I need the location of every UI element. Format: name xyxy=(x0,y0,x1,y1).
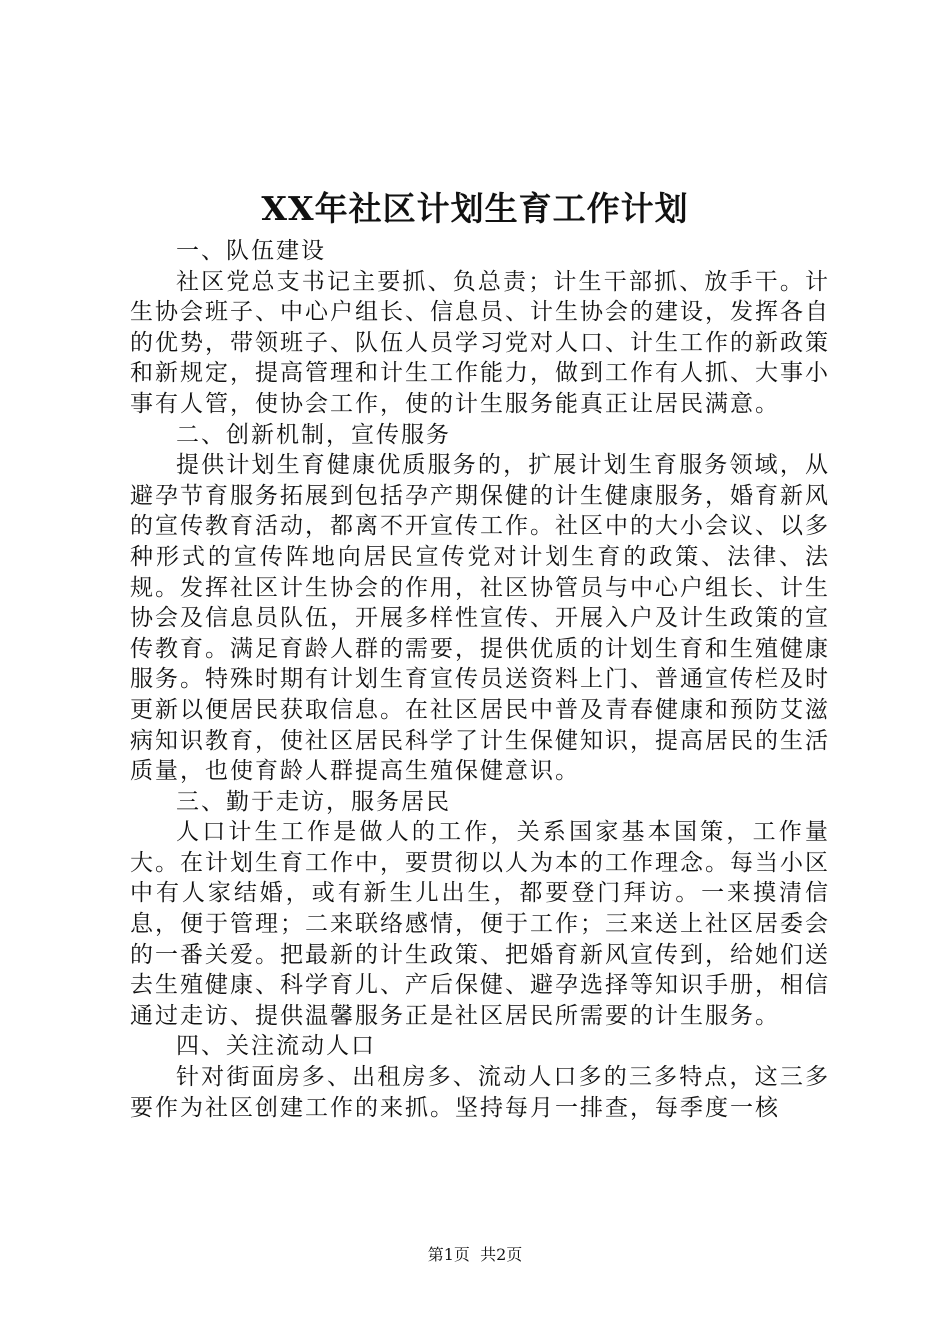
document-body xyxy=(130,236,830,1123)
section-heading-innovation: 二、创新机制，宣传服务 xyxy=(176,421,451,448)
document-title: XX年社区计划生育工作计划 xyxy=(261,189,689,228)
paragraph-innovation: 提供计划生育健康优质服务的，扩展计划生育服务领域，从避孕节育服务拓展到包括孕产期保健的计生健康服务，婚育新风的宣传教育活动，都离不开宣传工作。社区中的大小会议、以多种形式的宣传阵地向居民宣传党对计划生育的政策、法律、法规。发挥社区计生协会的作用，社区协管员与中心户组长、计生协会及信息员队伍，开展多样性宣传、开展入户及计生政策的宣传教育。满足育龄人群的需要，提供优质的计划生育和生殖健康服务。特殊时期有计划生育宣传员送资料上门、普通宣传栏及时更新以便居民获取信息。在社区居民中普及青春健康和预防艾滋病知识教育，使社区居民科学了计生保健知识，提高居民的生活质量，也使育龄人群提高生殖保健意识。 xyxy=(130,452,830,785)
paragraph-visits: 人口计生工作是做人的工作，关系国家基本国策，工作量大。在计划生育工作中，要贯彻以人为本的工作理念。每当小区中有人家结婚，或有新生儿出生，都要登门拜访。一来摸清信息，便于管理；二来联络感情，便于工作；三来送上社区居委会的一番关爱。把最新的计生政策、把婚育新风宣传到，给她们送去生殖健康、科学育儿、产后保健、避孕选择等知识手册，相信通过走访、提供温馨服务正是社区居民所需要的计生服务。 xyxy=(130,819,830,1029)
paragraph-migrants: 针对街面房多、出租房多、流动人口多的三多特点，这三多要作为社区创建工作的来抓。坚持每月一排查，每季度一核 xyxy=(130,1064,830,1121)
section-heading-visits: 三、勤于走访，服务居民 xyxy=(176,788,451,815)
page-footer: 第1页 共2页 xyxy=(427,1245,523,1264)
section-heading-migrants: 四、关注流动人口 xyxy=(176,1033,376,1060)
paragraph-team: 社区党总支书记主要抓、负总责；计生干部抓、放手干。计生协会班子、中心户组长、信息员、计生协会的建设，发挥各自的优势，带领班子、队伍人员学习党对人口、计生工作的新政策和新规定，提高管理和计生工作能力，做到工作有人抓、大事小事有人管，使协会工作，使的计生服务能真正让居民满意。 xyxy=(130,268,830,417)
section-heading-team: 一、队伍建设 xyxy=(176,238,326,264)
